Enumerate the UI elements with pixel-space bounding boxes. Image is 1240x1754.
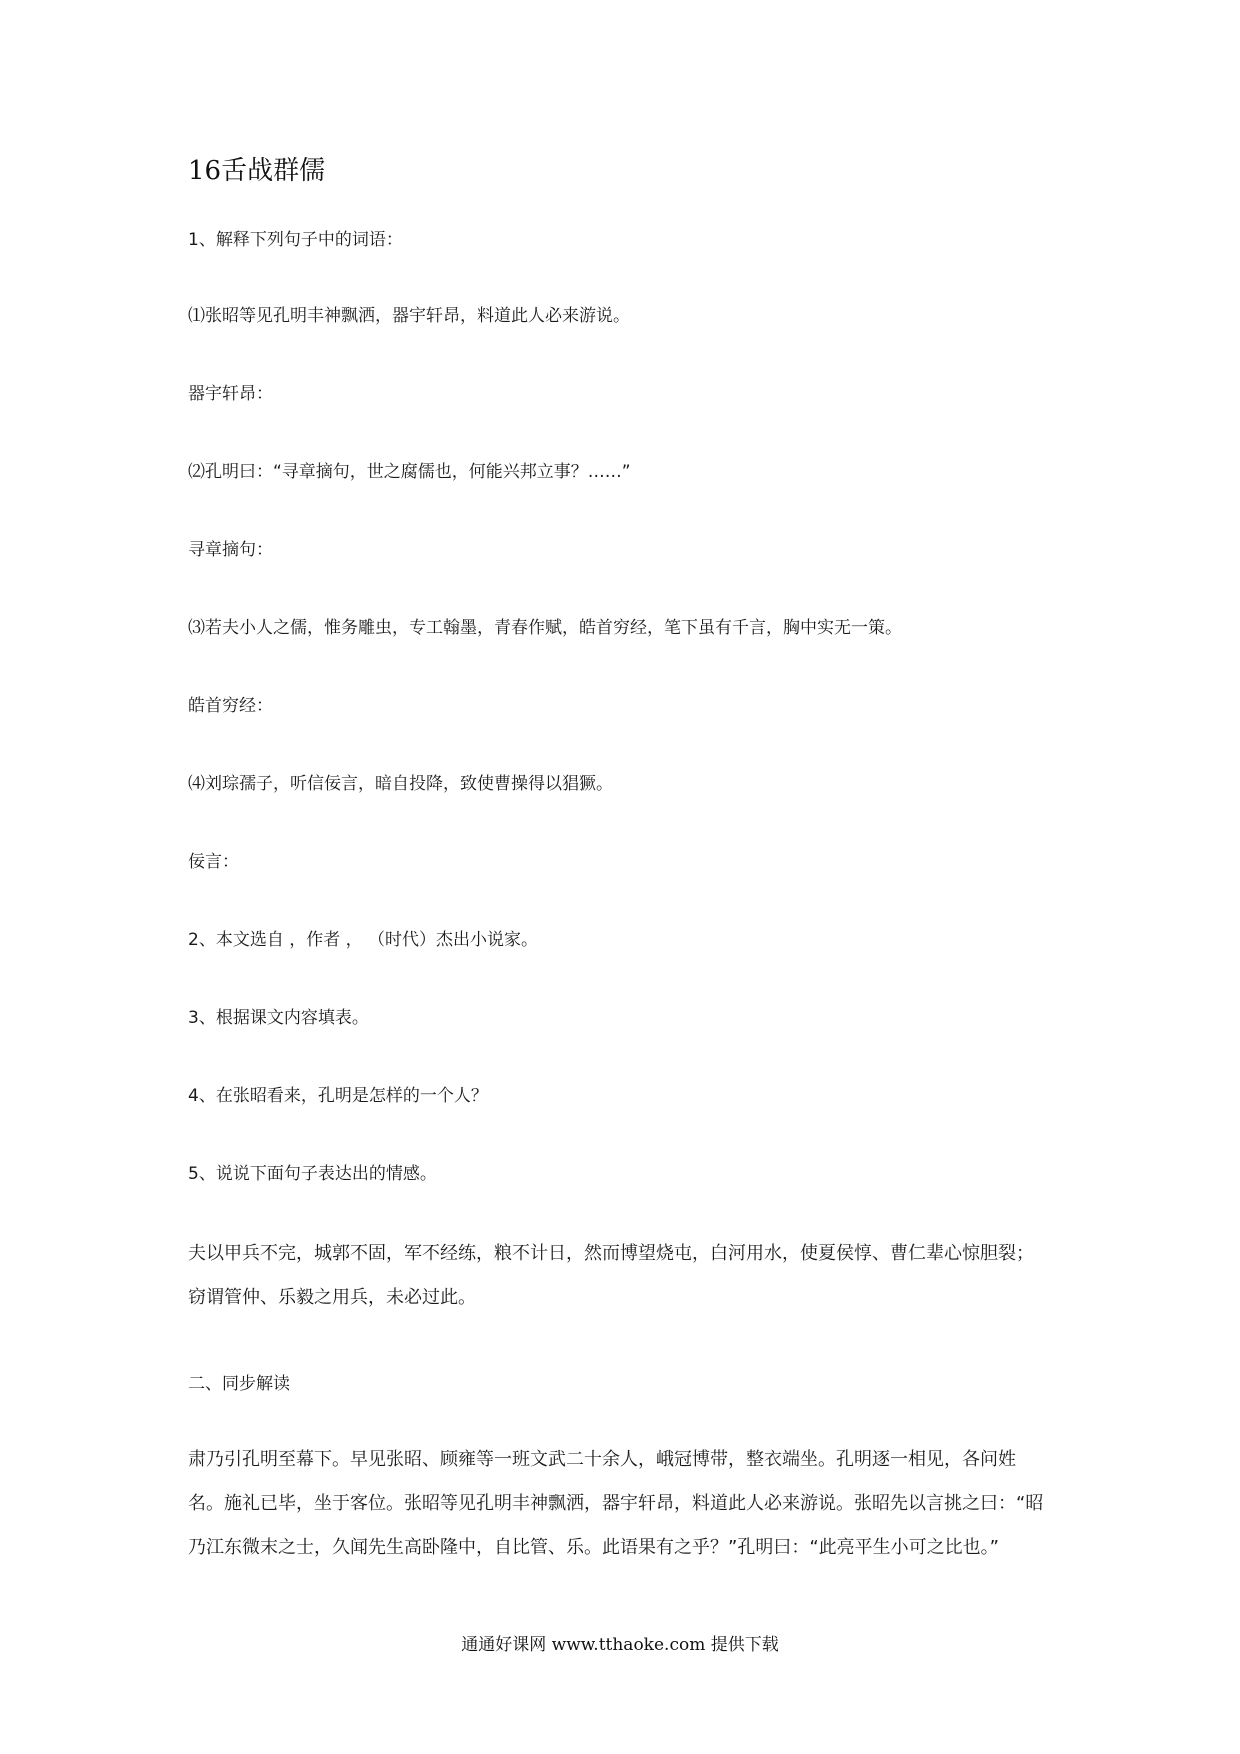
term-3: 皓首穷经： xyxy=(188,696,273,716)
question-2: 2、本文选自 ，作者 ， （时代）杰出小说家。 xyxy=(188,930,539,950)
sentence-1: ⑴张昭等见孔明丰神飘洒，器宇轩昂，料道此人必来游说。 xyxy=(188,306,630,326)
question-5: 5、说说下面句子表达出的情感。 xyxy=(188,1164,437,1184)
passage-line: 肃乃引孔明至幕下。早见张昭、顾雍等一班文武二十余人，峨冠博带，整衣端坐。孔明逐一相见，各问姓 xyxy=(188,1449,1016,1470)
term-2: 寻章摘句： xyxy=(188,540,273,560)
question-3: 3、根据课文内容填表。 xyxy=(188,1008,369,1028)
passage-line: 夫以甲兵不完，城郭不固，军不经练，粮不计日，然而博望烧屯，白河用水，使夏侯惇、曹仁辈心惊胆裂； xyxy=(188,1243,1034,1264)
question-4: 4、在张昭看来，孔明是怎样的一个人？ xyxy=(188,1086,488,1106)
sentence-4: ⑷刘琮孺子，听信佞言，暗自投降，致使曹操得以猖獗。 xyxy=(188,774,613,794)
term-4: 佞言： xyxy=(188,852,239,872)
term-1: 器宇轩昂： xyxy=(188,384,273,404)
section-2-passage xyxy=(188,1438,1060,1570)
page-footer: 通通好课网 www.tthaoke.com 提供下载 xyxy=(461,1635,779,1655)
sentence-3: ⑶若夫小人之儒，惟务雕虫，专工翰墨，青春作赋，皓首穷经，笔下虽有千言，胸中实无一策。 xyxy=(188,618,902,638)
question-5-passage xyxy=(188,1232,1060,1320)
passage-line: 名。施礼已毕，坐于客位。张昭等见孔明丰神飘洒，器宇轩昂，料道此人必来游说。张昭先以言挑之曰：“昭 xyxy=(188,1493,1044,1514)
question-1: 1、解释下列句子中的词语： xyxy=(188,230,403,250)
document-title: 16舌战群儒 xyxy=(188,156,326,186)
passage-line: 乃江东微末之士，久闻先生高卧隆中，自比管、乐。此语果有之乎？”孔明曰：“此亮平生小可之比也。” xyxy=(188,1537,999,1558)
sentence-2: ⑵孔明曰：“寻章摘句，世之腐儒也，何能兴邦立事？……” xyxy=(188,462,631,482)
section-2-heading: 二、同步解读 xyxy=(188,1374,290,1394)
passage-line: 窃谓管仲、乐毅之用兵，未必过此。 xyxy=(188,1287,476,1308)
